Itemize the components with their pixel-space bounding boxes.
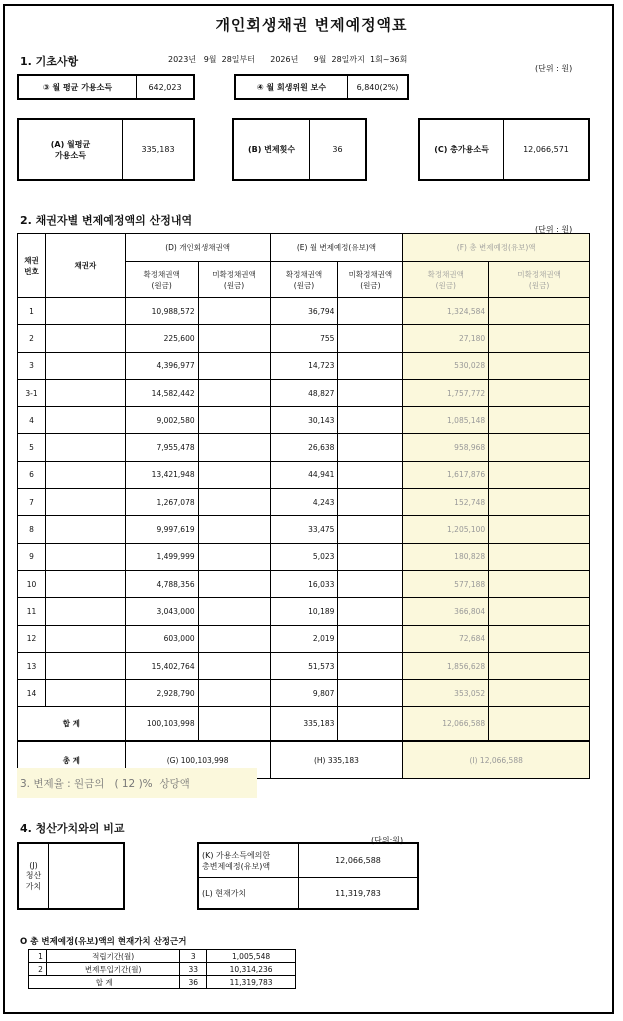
table-row [18, 543, 590, 570]
creditor-name [45, 625, 125, 652]
f-unconfirmed [489, 298, 590, 325]
d-confirmed: 1,267,078 [125, 489, 198, 516]
creditor-no: 10 [18, 570, 46, 597]
d-unconfirmed [198, 461, 270, 488]
d-unconfirmed [198, 407, 270, 434]
e-confirmed: 4,243 [270, 489, 338, 516]
trustee-fee-box [234, 74, 409, 100]
pv-sum-label: 합 계 [29, 976, 180, 989]
monthly-income-value: 642,023 [148, 82, 182, 92]
creditor-name [45, 379, 125, 406]
header-d-confirmed: 확정채권액 (원금) [125, 262, 198, 298]
b-box [232, 118, 367, 181]
d-unconfirmed [198, 680, 270, 707]
e-unconfirmed [338, 625, 403, 652]
repayment-rate: 3. 변제율 : 원금의 ( 12 )% 상당액 [20, 778, 190, 790]
table-row [18, 461, 590, 488]
header-e-confirmed: 확정채권액 (원금) [270, 262, 338, 298]
creditor-name [45, 543, 125, 570]
e-unconfirmed [338, 489, 403, 516]
f-unconfirmed [489, 407, 590, 434]
f-unconfirmed [489, 570, 590, 597]
d-unconfirmed [198, 379, 270, 406]
e-unconfirmed [338, 680, 403, 707]
sum-label: 합 계 [18, 707, 126, 741]
e-confirmed: 51,573 [270, 652, 338, 679]
f-unconfirmed [489, 625, 590, 652]
f-confirmed: 72,684 [403, 625, 489, 652]
a-value: 335,183 [141, 145, 175, 154]
e-confirmed: 10,189 [270, 598, 338, 625]
creditor-no: 9 [18, 543, 46, 570]
f-unconfirmed [489, 680, 590, 707]
f-confirmed: 1,757,772 [403, 379, 489, 406]
d-confirmed: 4,396,977 [125, 352, 198, 379]
f-confirmed: 152,748 [403, 489, 489, 516]
present-value-table [28, 949, 296, 989]
e-unconfirmed [338, 570, 403, 597]
e-confirmed: 14,723 [270, 352, 338, 379]
header-creditor-no: 채권 번호 [18, 234, 46, 298]
f-unconfirmed [489, 352, 590, 379]
section1-unit: (단위 : 원) [535, 64, 573, 73]
table-row [18, 598, 590, 625]
creditor-no: 13 [18, 652, 46, 679]
d-unconfirmed [198, 325, 270, 352]
e-unconfirmed [338, 461, 403, 488]
k-label: (K) 가용소득에의한 총변제예정(유보)액 [199, 844, 299, 878]
pv-label: 적립기간(월) [46, 950, 179, 963]
e-unconfirmed [338, 325, 403, 352]
d-confirmed: 225,600 [125, 325, 198, 352]
pv-sum-months: 36 [180, 976, 207, 989]
b-label: (B) 변제횟수 [234, 120, 310, 179]
sum-d: 100,103,998 [125, 707, 198, 741]
f-confirmed: 1,856,628 [403, 652, 489, 679]
f-unconfirmed [489, 543, 590, 570]
sum-f: 12,066,588 [403, 707, 489, 741]
f-confirmed: 577,188 [403, 570, 489, 597]
j-label: (J) 청산 가치 [19, 844, 49, 908]
f-unconfirmed [489, 516, 590, 543]
header-d-unconfirmed: 미확정채권액 (원금) [198, 262, 270, 298]
creditor-no: 12 [18, 625, 46, 652]
d-unconfirmed [198, 298, 270, 325]
c-label: (C) 총가용소득 [420, 120, 504, 179]
f-unconfirmed [489, 434, 590, 461]
pv-no: 1 [29, 950, 47, 963]
e-confirmed: 33,475 [270, 516, 338, 543]
d-confirmed: 4,788,356 [125, 570, 198, 597]
d-confirmed: 13,421,948 [125, 461, 198, 488]
e-unconfirmed [338, 352, 403, 379]
table-row [18, 434, 590, 461]
creditor-no: 6 [18, 461, 46, 488]
e-confirmed: 26,638 [270, 434, 338, 461]
e-unconfirmed [338, 516, 403, 543]
table-row [18, 407, 590, 434]
f-confirmed: 958,968 [403, 434, 489, 461]
table-row [18, 325, 590, 352]
creditor-no: 3 [18, 352, 46, 379]
e-unconfirmed [338, 379, 403, 406]
header-e: (E) 월 변제예정(유보)액 [270, 234, 403, 262]
f-unconfirmed [489, 652, 590, 679]
header-e-unconfirmed: 미확정채권액 (원금) [338, 262, 403, 298]
d-unconfirmed [198, 625, 270, 652]
creditor-no: 1 [18, 298, 46, 325]
d-confirmed: 15,402,764 [125, 652, 198, 679]
d-confirmed: 10,988,572 [125, 298, 198, 325]
monthly-income-box [17, 74, 195, 100]
creditor-no: 3-1 [18, 379, 46, 406]
pv-value: 1,005,548 [207, 950, 296, 963]
e-confirmed: 9,807 [270, 680, 338, 707]
e-confirmed: 5,023 [270, 543, 338, 570]
d-confirmed: 7,955,478 [125, 434, 198, 461]
creditor-name [45, 680, 125, 707]
creditor-name [45, 298, 125, 325]
c-value: 12,066,571 [523, 145, 569, 154]
pv-months: 3 [180, 950, 207, 963]
creditor-name [45, 570, 125, 597]
period-text: 2023년 9월 28일부터 2026년 9월 28일까지 1회~36회 [168, 55, 408, 64]
f-unconfirmed [489, 325, 590, 352]
d-confirmed: 9,997,619 [125, 516, 198, 543]
f-confirmed: 366,804 [403, 598, 489, 625]
table-row [18, 489, 590, 516]
a-label: (A) 월평균 가용소득 [19, 120, 123, 179]
table-row [18, 379, 590, 406]
table-row [18, 680, 590, 707]
creditor-no: 4 [18, 407, 46, 434]
e-confirmed: 36,794 [270, 298, 338, 325]
e-unconfirmed [338, 407, 403, 434]
e-confirmed: 16,033 [270, 570, 338, 597]
creditor-name [45, 598, 125, 625]
creditor-no: 5 [18, 434, 46, 461]
k-value: 12,066,588 [299, 844, 417, 878]
creditor-no: 2 [18, 325, 46, 352]
pv-row [29, 950, 296, 963]
f-confirmed: 1,617,876 [403, 461, 489, 488]
pv-value: 10,314,236 [207, 963, 296, 976]
j-box [17, 842, 125, 910]
d-unconfirmed [198, 652, 270, 679]
pv-no: 2 [29, 963, 47, 976]
l-value: 11,319,783 [335, 888, 381, 898]
trustee-fee-label: ④ 월 회생위원 보수 [236, 76, 348, 98]
document-title: 개인회생채권 변제예정액표 [215, 16, 408, 34]
e-unconfirmed [338, 298, 403, 325]
d-confirmed: 3,043,000 [125, 598, 198, 625]
f-confirmed: 1,324,584 [403, 298, 489, 325]
sum-f-unconfirmed [489, 707, 590, 741]
creditor-no: 11 [18, 598, 46, 625]
section2-heading: 2. 채권자별 변제예정액의 산정내역 [20, 214, 193, 227]
kl-box [197, 842, 419, 910]
pv-sum-value: 11,319,783 [207, 976, 296, 989]
table-row [18, 570, 590, 597]
e-unconfirmed [338, 434, 403, 461]
f-confirmed: 1,085,148 [403, 407, 489, 434]
total-label: 총 계 [18, 741, 126, 779]
d-unconfirmed [198, 598, 270, 625]
e-unconfirmed [338, 652, 403, 679]
d-confirmed: 14,582,442 [125, 379, 198, 406]
table-row [18, 298, 590, 325]
e-confirmed: 44,941 [270, 461, 338, 488]
f-confirmed: 1,205,100 [403, 516, 489, 543]
table-row [18, 652, 590, 679]
e-confirmed: 2,019 [270, 625, 338, 652]
f-confirmed: 180,828 [403, 543, 489, 570]
d-unconfirmed [198, 516, 270, 543]
header-f-confirmed: 확정채권액 (원금) [403, 262, 489, 298]
sum-e: 335,183 [270, 707, 338, 741]
creditor-name [45, 516, 125, 543]
d-unconfirmed [198, 570, 270, 597]
table-row [18, 352, 590, 379]
creditor-name [45, 352, 125, 379]
header-creditor: 채권자 [45, 234, 125, 298]
sum-e-unconfirmed [338, 707, 403, 741]
total-h: (H) 335,183 [270, 741, 403, 779]
total-g: (G) 100,103,998 [125, 741, 270, 779]
d-confirmed: 603,000 [125, 625, 198, 652]
d-confirmed: 2,928,790 [125, 680, 198, 707]
total-i: (I) 12,066,588 [403, 741, 590, 779]
section4-unit: (단위:원) [371, 836, 404, 845]
e-confirmed: 30,143 [270, 407, 338, 434]
f-confirmed: 27,180 [403, 325, 489, 352]
creditor-no: 8 [18, 516, 46, 543]
monthly-income-label: ③ 월 평균 가용소득 [19, 76, 137, 98]
b-value: 36 [332, 145, 343, 154]
d-unconfirmed [198, 434, 270, 461]
pv-label: 변제투입기간(월) [46, 963, 179, 976]
f-unconfirmed [489, 489, 590, 516]
table-row [18, 516, 590, 543]
table-row [18, 625, 590, 652]
creditor-name [45, 489, 125, 516]
d-confirmed: 9,002,580 [125, 407, 198, 434]
d-unconfirmed [198, 352, 270, 379]
e-unconfirmed [338, 543, 403, 570]
e-unconfirmed [338, 598, 403, 625]
f-unconfirmed [489, 598, 590, 625]
creditor-name [45, 407, 125, 434]
section2-unit: (단위 : 원) [535, 225, 573, 234]
header-f: (F) 총 변제예정(유보)액 [403, 234, 590, 262]
e-confirmed: 755 [270, 325, 338, 352]
l-label: (L) 현재가치 [199, 878, 299, 908]
d-unconfirmed [198, 543, 270, 570]
d-confirmed: 1,499,999 [125, 543, 198, 570]
sum-d-unconfirmed [198, 707, 270, 741]
header-d: (D) 개인회생채권액 [125, 234, 270, 262]
f-unconfirmed [489, 461, 590, 488]
f-confirmed: 530,028 [403, 352, 489, 379]
f-confirmed: 353,052 [403, 680, 489, 707]
creditor-no: 7 [18, 489, 46, 516]
creditor-name [45, 652, 125, 679]
trustee-fee-value: 6,840(2%) [356, 82, 399, 92]
section4-heading: 4. 청산가치와의 비교 [20, 822, 125, 835]
c-box [418, 118, 590, 181]
pv-months: 33 [180, 963, 207, 976]
pv-row [29, 963, 296, 976]
header-f-unconfirmed: 미확정채권액 (원금) [489, 262, 590, 298]
a-box [17, 118, 195, 181]
e-confirmed: 48,827 [270, 379, 338, 406]
creditor-name [45, 461, 125, 488]
creditor-name [45, 325, 125, 352]
d-unconfirmed [198, 489, 270, 516]
section1-heading: 1. 기초사항 [20, 55, 79, 68]
creditor-table [17, 233, 590, 779]
creditor-name [45, 434, 125, 461]
creditor-no: 14 [18, 680, 46, 707]
section5-heading: O 총 변제예정(유보)액의 현재가치 산정근거 [20, 937, 187, 947]
f-unconfirmed [489, 379, 590, 406]
